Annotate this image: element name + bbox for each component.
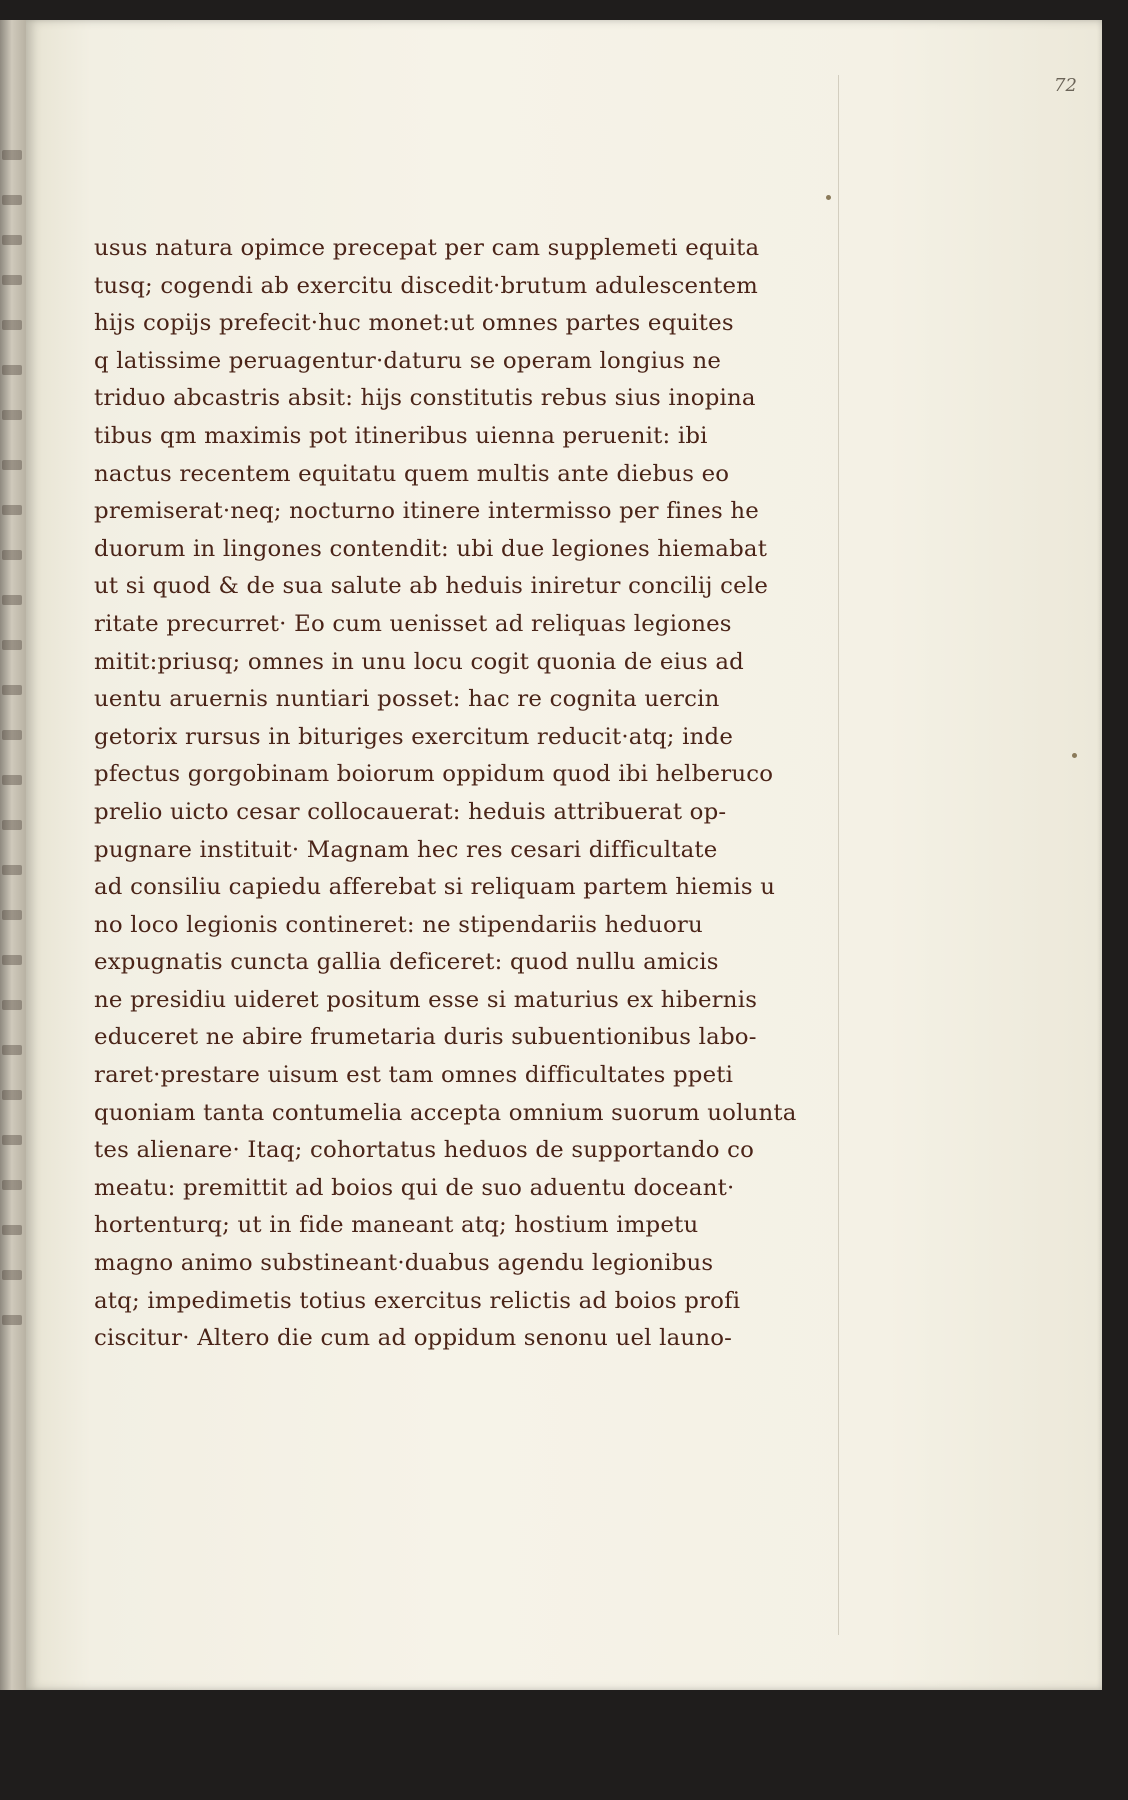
manuscript-leaf xyxy=(26,20,1102,1690)
ghost-text xyxy=(2,820,22,830)
text-line: nactus recentem equitatu quem multis ante diebus eo xyxy=(94,460,730,487)
text-line: meatu: premittit ad boios qui de suo aduentu doceant· xyxy=(94,1174,735,1201)
ghost-text xyxy=(2,1000,22,1010)
text-line: ritate precurret· Eo cum uenisset ad reliquas legiones xyxy=(94,610,732,637)
text-line: duorum in lingones contendit: ubi due legiones hiemabat xyxy=(94,535,768,562)
text-line: atq; impedimetis totius exercitus relictis ad boios profi xyxy=(94,1287,741,1314)
text-line: hortenturq; ut in fide maneant atq; hostium impetu xyxy=(94,1212,699,1239)
ghost-text xyxy=(2,730,22,740)
text-line: tes alienare· Itaq; cohortatus heduos de supportando co xyxy=(94,1137,755,1164)
text-line: pugnare instituit· Magnam hec res cesari difficultate xyxy=(94,836,718,863)
ink-dot xyxy=(1072,753,1077,758)
ghost-text xyxy=(2,275,22,285)
ghost-text xyxy=(2,1315,22,1325)
ghost-text xyxy=(2,775,22,785)
ghost-text xyxy=(2,1270,22,1280)
text-line: ad consiliu capiedu afferebat si reliquam partem hiemis u xyxy=(94,874,776,901)
manuscript-text xyxy=(94,230,834,1358)
text-line: tibus qm maximis pot itineribus uienna peruenit: ibi xyxy=(94,422,708,449)
ghost-text xyxy=(2,685,22,695)
ruling-line xyxy=(838,75,839,1635)
text-line: usus natura opimce precepat per cam supplemeti equita xyxy=(94,235,760,261)
ghost-text xyxy=(2,195,22,205)
ink-dot xyxy=(826,195,831,200)
ghost-text xyxy=(2,640,22,650)
text-line: magno animo substineant·duabus agendu legionibus xyxy=(94,1250,714,1277)
text-line: uentu aruernis nuntiari posset: hac re cognita uercin xyxy=(94,686,720,713)
previous-page-edge xyxy=(0,20,26,1690)
ghost-text xyxy=(2,460,22,470)
folio-number: 72 xyxy=(1054,75,1077,96)
ghost-text xyxy=(2,1090,22,1100)
ghost-text xyxy=(2,320,22,330)
ghost-text xyxy=(2,1180,22,1190)
text-line: ne presidiu uideret positum esse si maturius ex hibernis xyxy=(94,986,758,1013)
text-line: educeret ne abire frumetaria duris subuentionibus labo- xyxy=(94,1024,757,1051)
text-line: expugnatis cuncta gallia deficeret: quod nullu amicis xyxy=(94,949,719,976)
text-line: ciscitur· Altero die cum ad oppidum senonu uel launo- xyxy=(94,1325,733,1352)
text-line: getorix rursus in bituriges exercitum reducit·atq; inde xyxy=(94,723,734,750)
text-line: q latissime peruagentur·daturu se operam longius ne xyxy=(94,347,722,374)
ghost-text xyxy=(2,1135,22,1145)
text-line: raret·prestare uisum est tam omnes difficultates ppeti xyxy=(94,1062,734,1089)
ghost-text xyxy=(2,955,22,965)
ghost-text xyxy=(2,910,22,920)
text-line: prelio uicto cesar collocauerat: heduis attribuerat op- xyxy=(94,798,727,825)
ghost-text xyxy=(2,865,22,875)
ghost-text xyxy=(2,1045,22,1055)
text-line: tusq; cogendi ab exercitu discedit·brutum adulescentem xyxy=(94,272,759,299)
text-line: no loco legionis contineret: ne stipendariis heduoru xyxy=(94,911,703,938)
ghost-text xyxy=(2,410,22,420)
text-line: ut si quod & de sua salute ab heduis iniretur concilij cele xyxy=(94,573,769,600)
text-line: hijs copijs prefecit·huc monet:ut omnes partes equites xyxy=(94,310,734,337)
text-line: quoniam tanta contumelia accepta omnium suorum uolunta xyxy=(94,1099,797,1126)
ghost-text xyxy=(2,1225,22,1235)
text-line: triduo abcastris absit: hijs constitutis rebus sius inopina xyxy=(94,385,756,412)
text-line: premiserat·neq; nocturno itinere intermisso per fines he xyxy=(94,498,759,525)
ghost-text xyxy=(2,595,22,605)
ghost-text xyxy=(2,235,22,245)
ghost-text xyxy=(2,150,22,160)
text-line: pfectus gorgobinam boiorum oppidum quod ibi helberuco xyxy=(94,761,774,788)
ghost-text xyxy=(2,505,22,515)
ghost-text xyxy=(2,550,22,560)
ghost-text xyxy=(2,365,22,375)
text-line: mitit:priusq; omnes in unu locu cogit quonia de eius ad xyxy=(94,648,744,675)
